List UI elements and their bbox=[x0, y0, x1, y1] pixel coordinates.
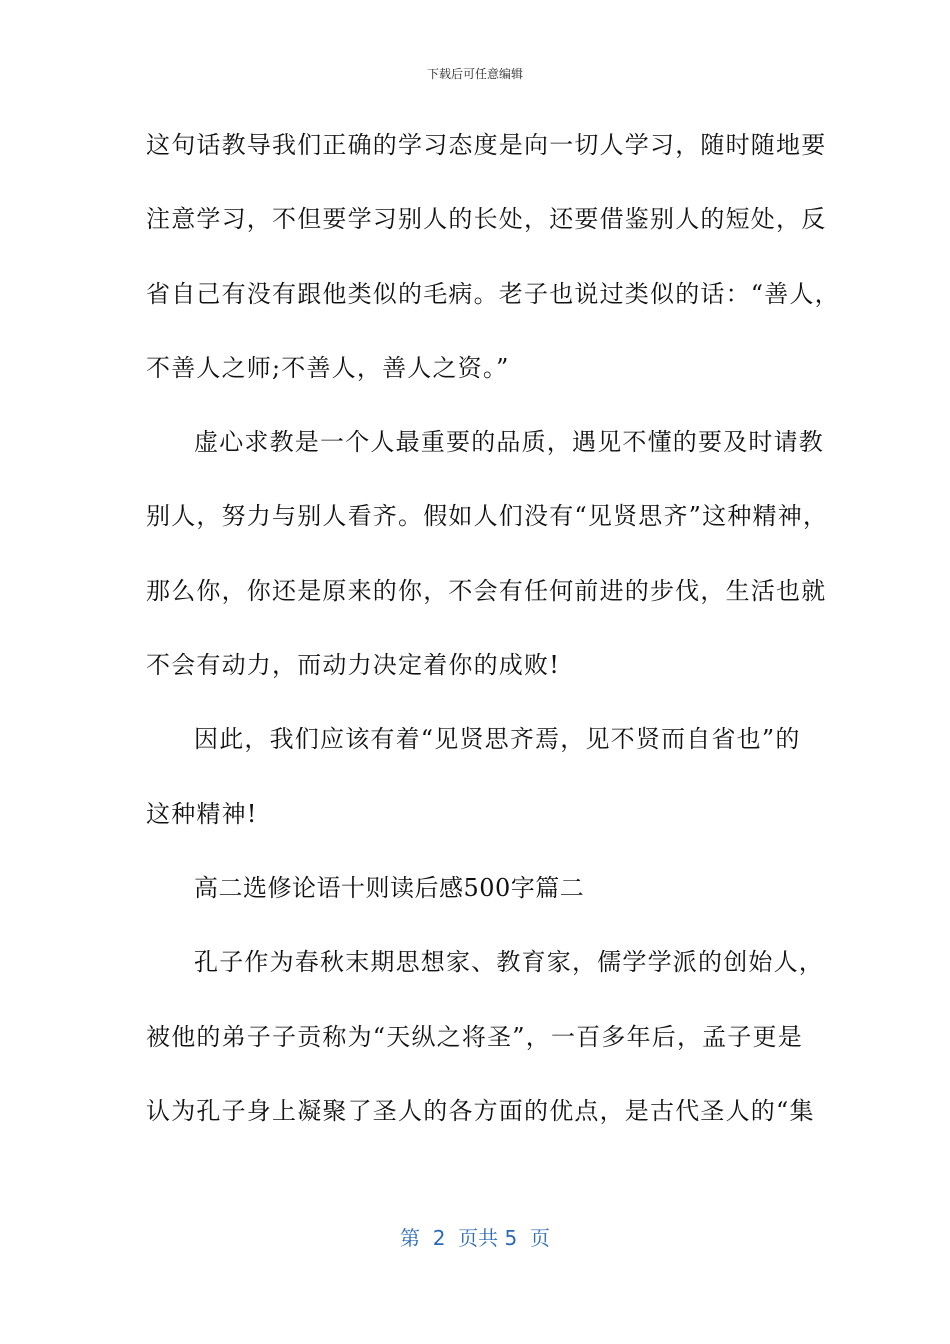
text-line: 孔子作为春秋末期思想家、教育家，儒学学派的创始人， bbox=[194, 948, 824, 977]
text-line: 这种精神! bbox=[146, 799, 258, 828]
page-number-footer: 第 2 页共 5 页 bbox=[400, 1226, 550, 1250]
text-line: 这句话教导我们正确的学习态度是向一切人学习，随时随地要 bbox=[146, 131, 827, 159]
text-line: 省自己有没有跟他类似的毛病。老子也说过类似的话：“善人， bbox=[146, 279, 840, 308]
text-line: 不善人之师;不善人，善人之资。” bbox=[146, 353, 510, 382]
text-line: 认为孔子身上凝聚了圣人的各方面的优点，是古代圣人的“集 bbox=[146, 1096, 815, 1125]
text-line: 因此，我们应该有着“见贤思齐焉，见不贤而自省也”的 bbox=[194, 725, 801, 754]
text-line: 别人，努力与别人看齐。假如人们没有“见贤思齐”这种精神， bbox=[146, 502, 829, 531]
text-line: 注意学习，不但要学习别人的长处，还要借鉴别人的短处，反 bbox=[146, 205, 827, 234]
document-body bbox=[146, 120, 840, 1160]
text-line: 虚心求教是一个人最重要的品质，遇见不懂的要及时请教 bbox=[194, 428, 824, 457]
section-heading: 高二选修论语十则读后感500字篇二 bbox=[194, 873, 585, 902]
text-line: 不会有动力，而动力决定着你的成败! bbox=[146, 651, 561, 680]
page-header: 下载后可任意编辑 bbox=[426, 67, 523, 81]
text-line: 那么你，你还是原来的你，不会有任何前进的步伐，生活也就 bbox=[146, 576, 827, 605]
text-line: 被他的弟子子贡称为“天纵之将圣”，一百多年后，孟子更是 bbox=[146, 1022, 803, 1051]
